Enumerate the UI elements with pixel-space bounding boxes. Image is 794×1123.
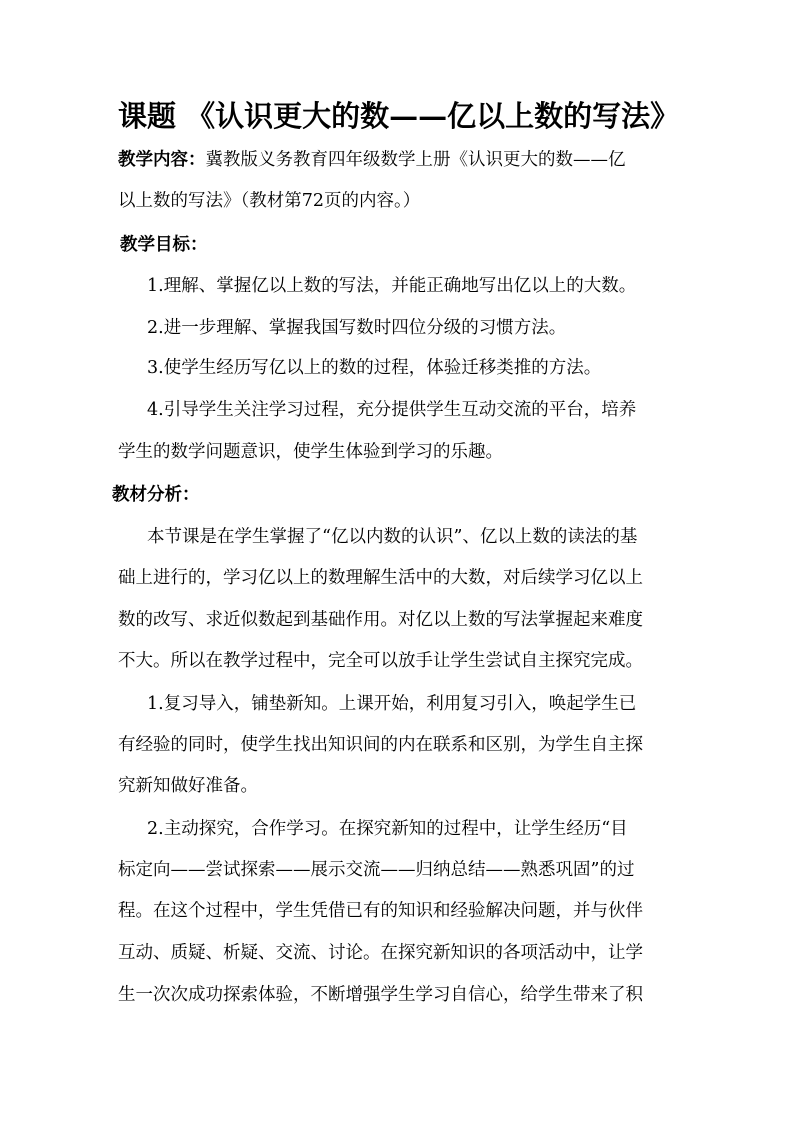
content-text-1: 冀教版义务教育四年级数学上册《认识更大的数——亿 <box>205 150 626 170</box>
analysis-line: 础上进行的，学习亿以上的数理解生活中的大数，对后续学习亿以上 <box>118 568 643 588</box>
analysis-line: 生一次次成功探索体验，不断增强学生学习自信心，给学生带来了积 <box>118 985 643 1005</box>
analysis-line: 不大。所以在教学过程中，完全可以放手让学生尝试自主探究完成。 <box>118 651 643 671</box>
analysis-line: 2.主动探究，合作学习。在探究新知的过程中，让学生经历“目 <box>147 819 628 839</box>
goal-item: 3.使学生经历写亿以上的数的过程，体验迁移类推的方法。 <box>147 358 602 378</box>
analysis-line: 互动、质疑、析疑、交流、讨论。在探究新知识的各项活动中，让学 <box>118 943 643 963</box>
analysis-line: 程。在这个过程中，学生凭借已有的知识和经验解决问题，并与伙伴 <box>118 901 643 921</box>
analysis-label: 教材分析： <box>112 485 200 505</box>
goal-item: 1.理解、掌握亿以上数的写法，并能正确地写出亿以上的大数。 <box>147 276 637 296</box>
analysis-line: 有经验的同时，使学生找出知识间的内在联系和区别，为学生自主探 <box>118 735 643 755</box>
analysis-line: 1.复习导入，铺垫新知。上课开始，利用复习引入，唤起学生已 <box>147 694 637 714</box>
goals-label: 教学目标： <box>120 235 208 255</box>
goal-item-continued: 学生的数学问题意识，使学生体验到学习的乐趣。 <box>118 442 503 462</box>
content-text-2: 以上数的写法》（教材第72页的内容。） <box>118 191 421 211</box>
analysis-line: 标定向——尝试探索——展示交流——归纳总结——熟悉巩固”的过 <box>118 860 635 880</box>
analysis-line: 究新知做好准备。 <box>118 776 258 796</box>
content-line-1 <box>118 148 626 172</box>
analysis-line: 数的改写、求近似数起到基础作用。对亿以上数的写法掌握起来难度 <box>118 610 643 630</box>
goal-item: 2.进一步理解、掌握我国写数时四位分级的习惯方法。 <box>147 318 567 338</box>
content-label: 教学内容： <box>118 150 206 170</box>
analysis-line: 本节课是在学生掌握了“亿以内数的认识”、亿以上数的读法的基 <box>147 527 638 547</box>
document-title: 课题 《认识更大的数——亿以上数的写法》 <box>118 99 680 133</box>
goal-item: 4.引导学生关注学习过程，充分提供学生互动交流的平台，培养 <box>147 400 637 420</box>
